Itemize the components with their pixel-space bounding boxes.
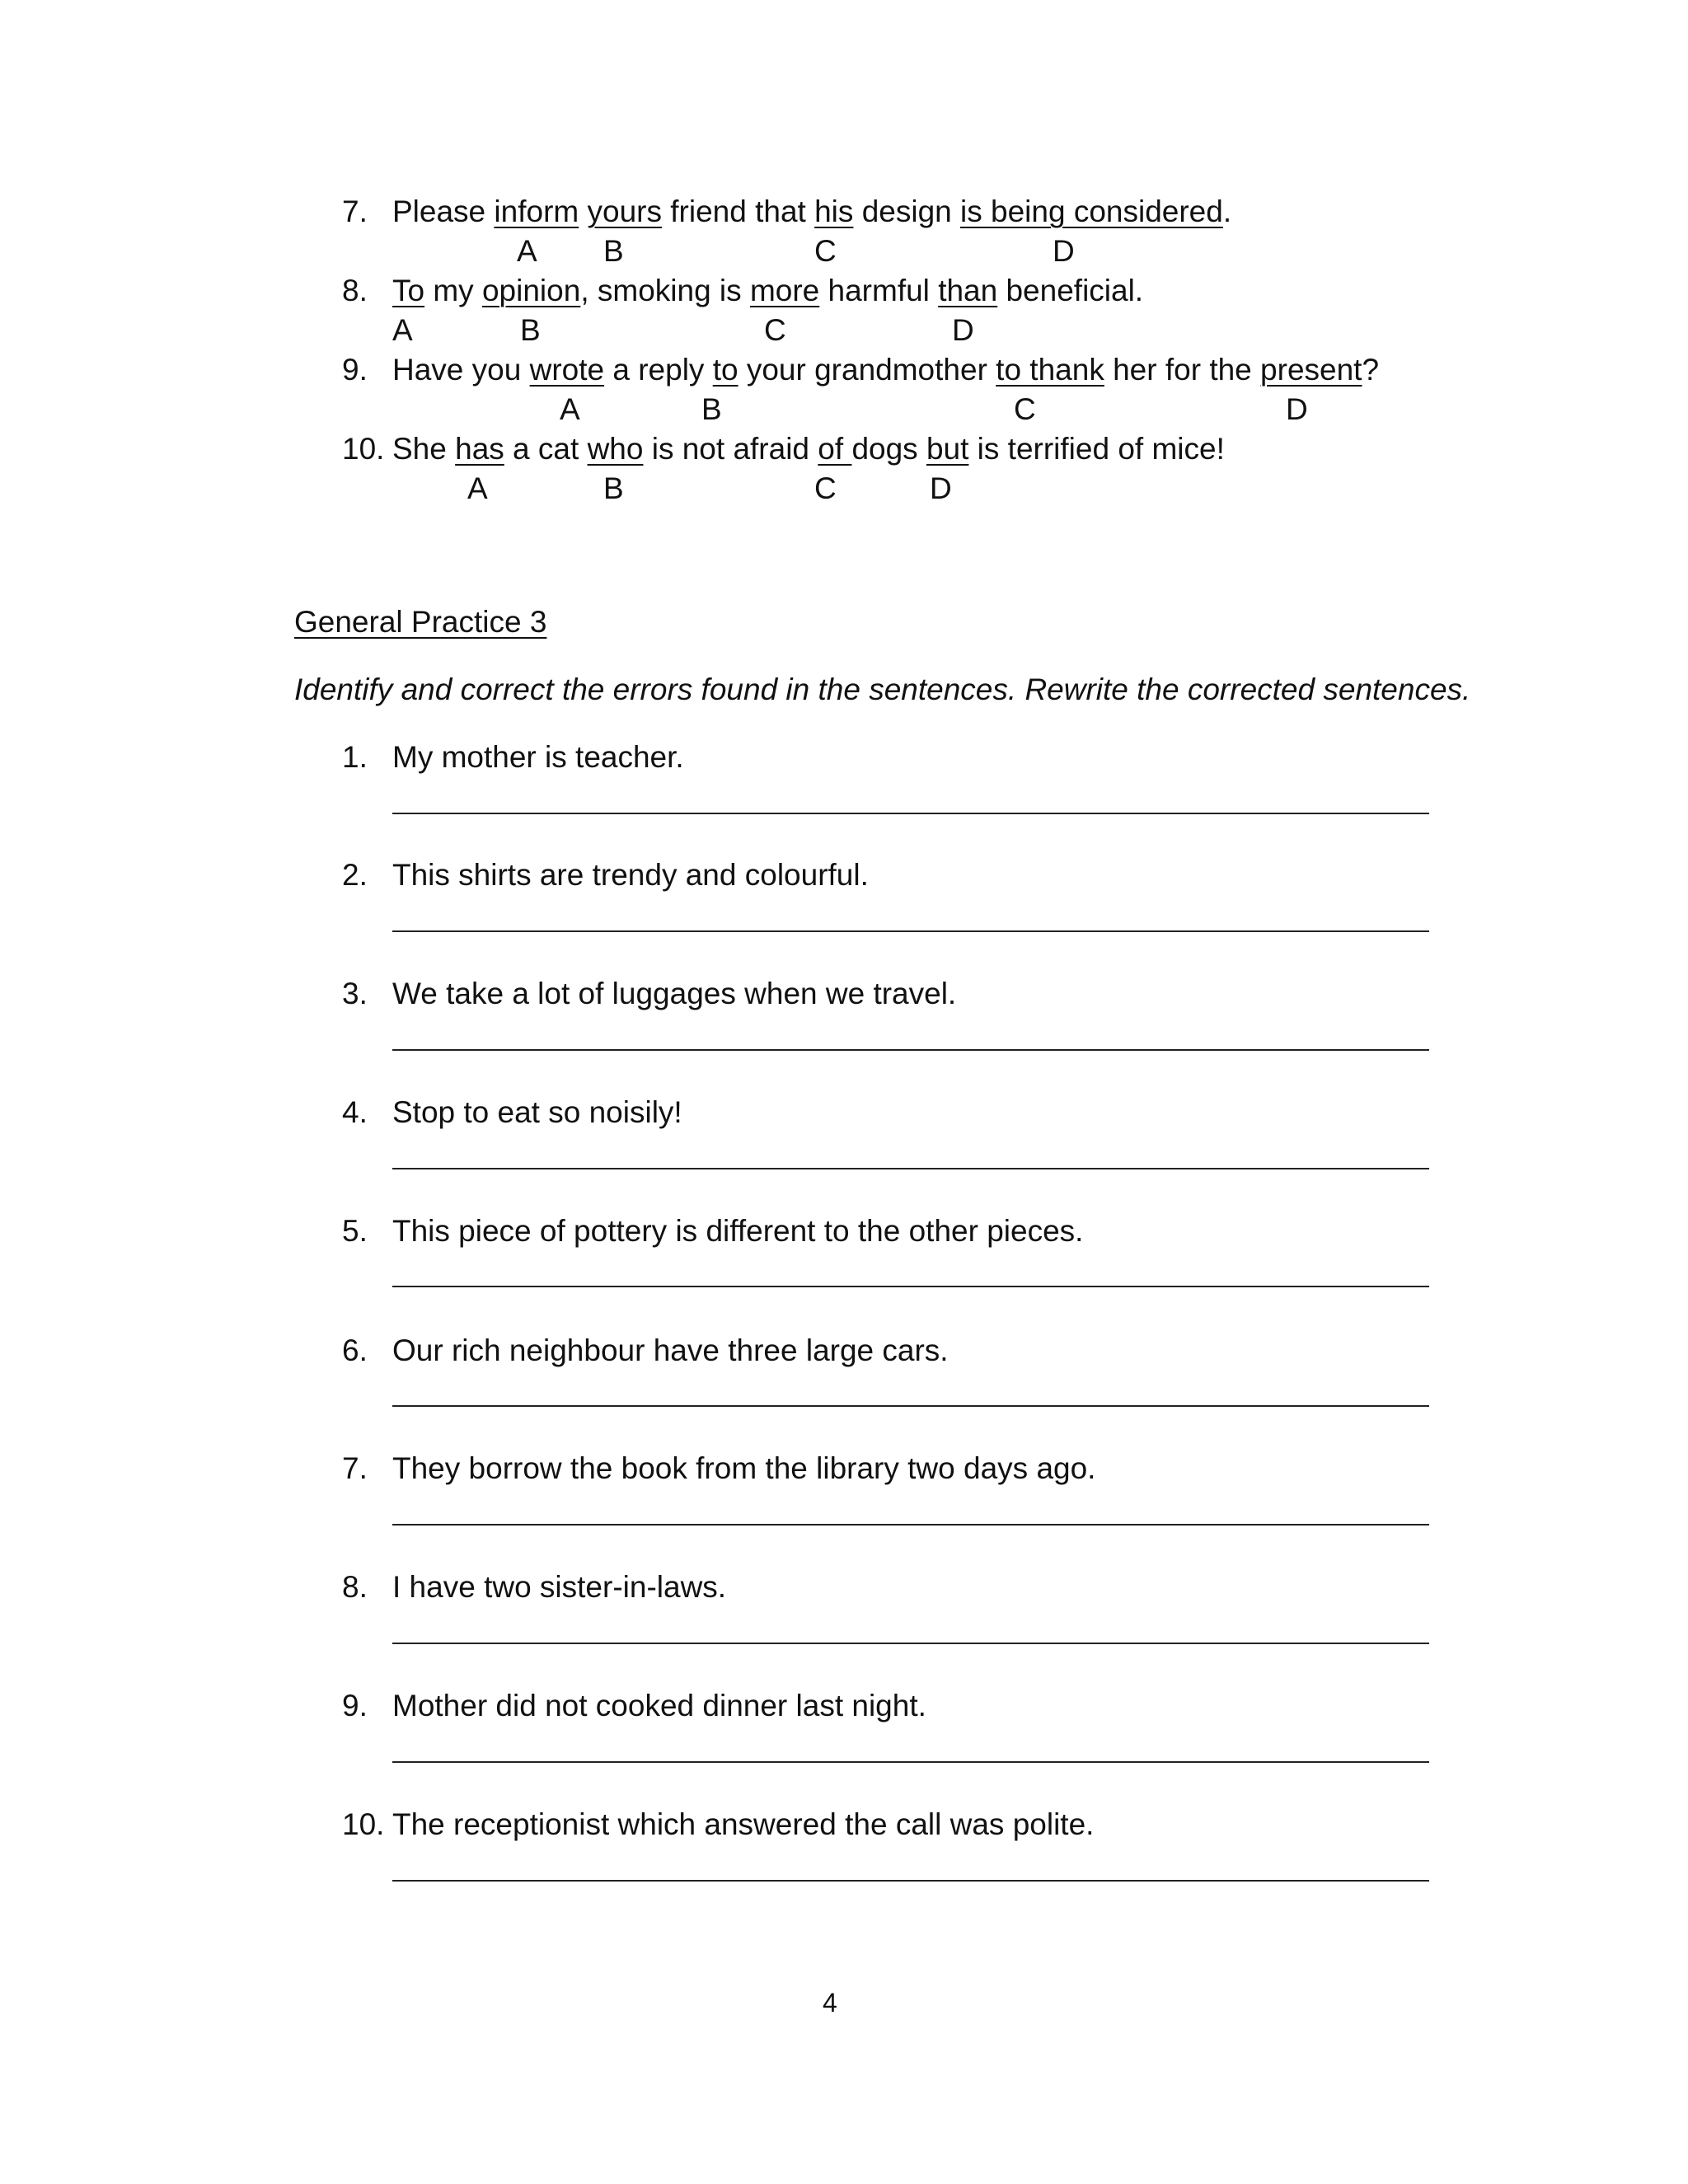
option-d-text: present (1260, 353, 1362, 387)
option-letter-c: C (1014, 392, 1036, 426)
option-c-text: more (749, 274, 820, 307)
question-sentence: My mother is teacher. (392, 740, 684, 774)
option-c-text: of (818, 432, 852, 466)
option-a-text: inform (494, 194, 579, 228)
question-number: 3. (342, 977, 368, 1010)
option-c-text: his (814, 194, 854, 228)
option-letter-a: A (467, 471, 488, 505)
option-b-text: to (712, 353, 738, 387)
option-letter-b: B (603, 471, 624, 505)
answer-line[interactable] (392, 1405, 1429, 1407)
answer-line[interactable] (392, 1286, 1429, 1287)
option-letter-d: D (1053, 234, 1075, 268)
question-sentence: Mother did not cooked dinner last night. (392, 1689, 926, 1722)
question-number: 9. (342, 1689, 368, 1722)
option-letter-b: B (603, 234, 624, 268)
question-sentence: To my opinion, smoking is more harmful than beneficial. (392, 274, 1144, 307)
answer-line[interactable] (392, 1049, 1429, 1051)
option-letter-a: A (517, 234, 537, 268)
question-sentence: Have you wrote a reply to your grandmother to thank her for the present? (392, 353, 1380, 387)
option-letter-b: B (520, 313, 541, 347)
answer-line[interactable] (392, 1643, 1429, 1644)
question-number: 6. (342, 1333, 368, 1367)
option-letter-a: A (560, 392, 580, 426)
answer-line[interactable] (392, 930, 1429, 932)
question-sentence: She has a cat who is not afraid of dogs but is terrified of mice! (392, 432, 1225, 466)
option-d-text: than (938, 274, 998, 307)
question-sentence: I have two sister-in-laws. (392, 1570, 727, 1604)
answer-line[interactable] (392, 1168, 1429, 1169)
question-number: 4. (342, 1095, 368, 1129)
option-letter-b: B (701, 392, 722, 426)
question-sentence: This piece of pottery is different to the other pieces. (392, 1214, 1084, 1248)
question-sentence: The receptionist which answered the call was polite. (392, 1807, 1095, 1841)
option-letter-c: C (814, 234, 837, 268)
option-c-text: to thank (996, 353, 1104, 387)
section-heading: General Practice 3 (294, 605, 547, 639)
option-a-text: has (455, 432, 504, 466)
instructions: Identify and correct the errors found in the sentences. Rewrite the corrected sentences. (294, 673, 1471, 706)
question-number: 8. (342, 1570, 368, 1604)
answer-line[interactable] (392, 1761, 1429, 1763)
question-number: 8. (342, 274, 368, 307)
option-letter-d: D (1286, 392, 1308, 426)
question-sentence: They borrow the book from the library two days ago. (392, 1451, 1096, 1485)
option-letter-d: D (952, 313, 974, 347)
option-d-text: but (926, 432, 969, 466)
question-number: 10. (342, 432, 385, 466)
question-number: 2. (342, 858, 368, 892)
question-sentence: This shirts are trendy and colourful. (392, 858, 869, 892)
option-letter-c: C (814, 471, 837, 505)
question-number: 7. (342, 194, 368, 228)
question-number: 1. (342, 740, 368, 774)
answer-line[interactable] (392, 813, 1429, 814)
question-number: 10. (342, 1807, 385, 1841)
answer-line[interactable] (392, 1524, 1429, 1526)
option-a-text: To (392, 274, 425, 307)
option-b-text: yours (587, 194, 662, 228)
question-sentence: Please inform yours friend that his design is being considered. (392, 194, 1232, 228)
question-number: 7. (342, 1451, 368, 1485)
option-letter-d: D (930, 471, 952, 505)
question-sentence: We take a lot of luggages when we travel. (392, 977, 957, 1010)
question-sentence: Stop to eat so noisily! (392, 1095, 682, 1129)
page-number: 4 (823, 1988, 837, 2018)
option-b-text: who (587, 432, 644, 466)
option-a-text: wrote (529, 353, 605, 387)
question-number: 5. (342, 1214, 368, 1248)
answer-line[interactable] (392, 1880, 1429, 1882)
option-b-text: opinion (481, 274, 581, 307)
question-sentence: Our rich neighbour have three large cars. (392, 1333, 949, 1367)
question-number: 9. (342, 353, 368, 387)
option-letter-c: C (764, 313, 786, 347)
option-letter-a: A (392, 313, 413, 347)
option-d-text: is being considered (960, 194, 1223, 228)
